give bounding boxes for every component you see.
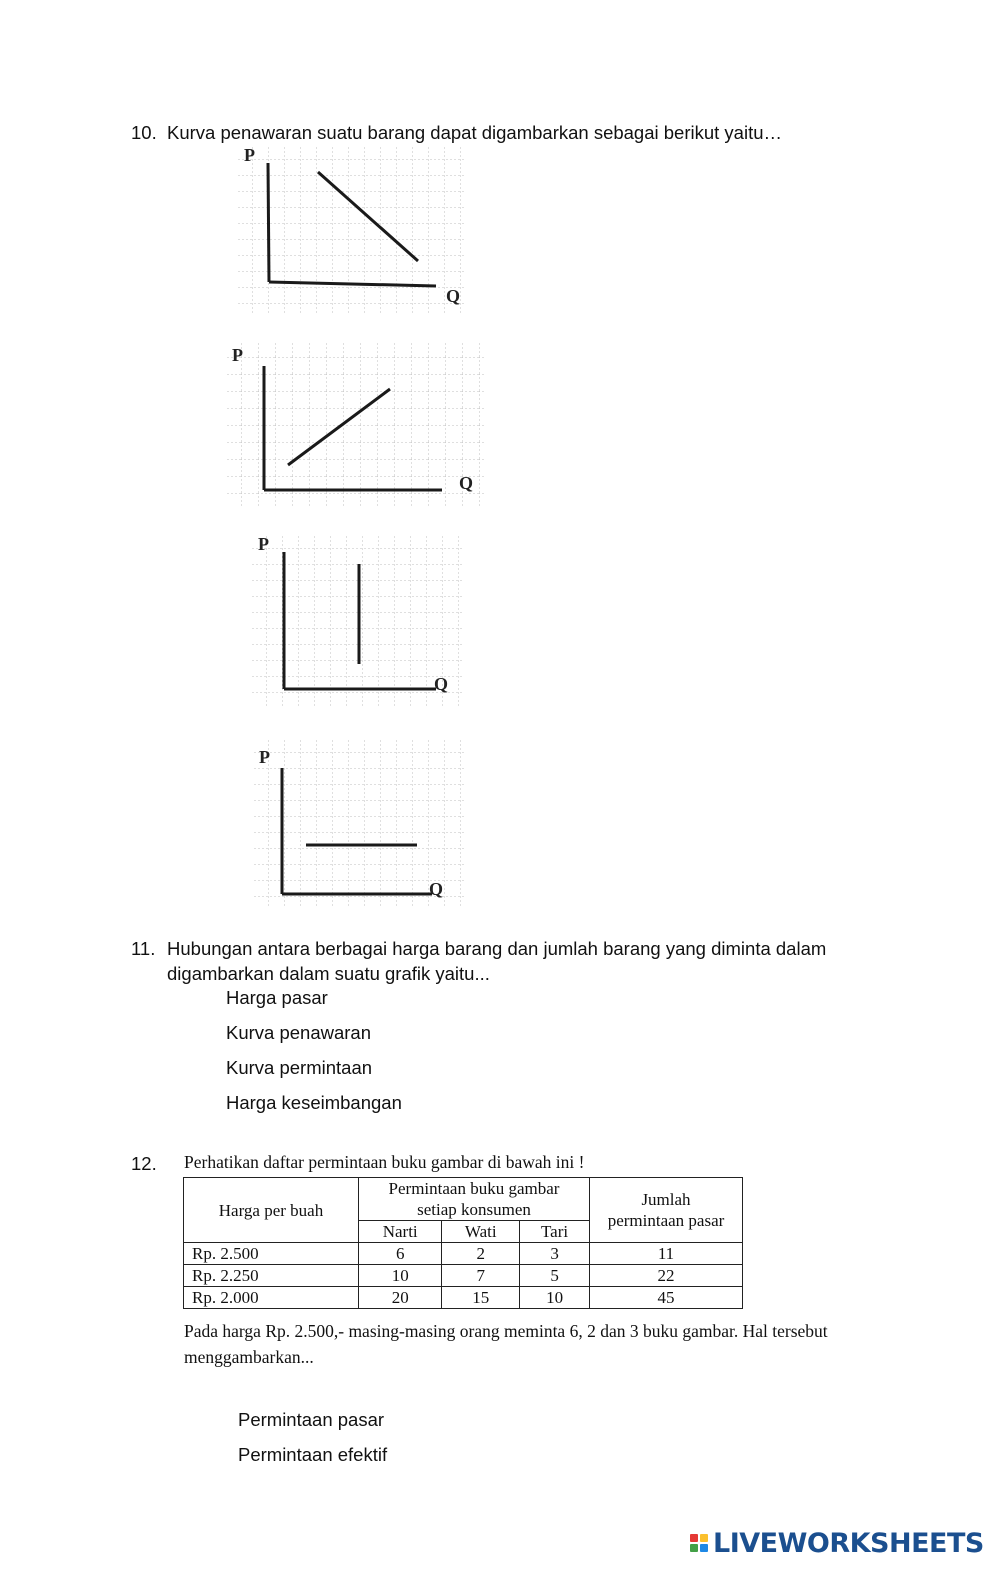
q12-number: 12. (131, 1153, 157, 1174)
graph-3-q-label: Q (434, 674, 449, 694)
row-price: Rp. 2.250 (184, 1265, 359, 1287)
graph-2-q-label: Q (459, 473, 474, 493)
graph-1-p-label: P (244, 145, 255, 165)
demand-table (183, 1177, 743, 1309)
q12-option-2[interactable]: Permintaan efektif (238, 1444, 388, 1465)
q12-option-1[interactable]: Permintaan pasar (238, 1409, 385, 1430)
graph-4-q-label: Q (429, 879, 444, 899)
q11-text-line1: Hubungan antara berbagai harga barang dan jumlah barang yang diminta dalam (167, 938, 827, 959)
q12-intro: Perhatikan daftar permintaan buku gambar di bawah ini ! (184, 1152, 585, 1172)
q11-option-2[interactable]: Kurva penawaran (226, 1022, 372, 1043)
q10-text: Kurva penawaran suatu barang dapat digambarkan sebagai berikut yaitu… (167, 122, 783, 143)
col-header-total-line1: Jumlah (641, 1190, 691, 1209)
q11-option-3[interactable]: Kurva permintaan (226, 1057, 373, 1078)
row-value: 3 (520, 1243, 590, 1265)
col-header-total-line2: permintaan pasar (607, 1211, 725, 1230)
col-header-tari: Tari (520, 1221, 590, 1243)
table-row (184, 1243, 743, 1265)
col-header-price: Harga per buah (184, 1178, 359, 1243)
col-header-consumers-line1: Permintaan buku gambar (388, 1179, 560, 1198)
row-value: 2 (442, 1243, 520, 1265)
graph-1-grid (238, 145, 466, 313)
row-price: Rp. 2.500 (184, 1243, 359, 1265)
liveworksheets-logo (690, 1527, 990, 1559)
row-total: 22 (590, 1265, 743, 1287)
graph-1-svg (236, 143, 468, 315)
logo-square-blue (700, 1544, 708, 1552)
graph-option-4[interactable] (252, 736, 466, 910)
graph-3-svg (250, 532, 464, 708)
q11-option-1[interactable]: Harga pasar (226, 987, 328, 1008)
graph-1-q-label: Q (446, 286, 461, 306)
graph-2-svg (224, 340, 486, 508)
logo-square-green (690, 1544, 698, 1552)
row-value: 7 (442, 1265, 520, 1287)
col-header-wati: Wati (442, 1221, 520, 1243)
row-total: 11 (590, 1243, 743, 1265)
table-row (184, 1265, 743, 1287)
q11-text-line2: digambarkan dalam suatu grafik yaitu... (167, 963, 490, 984)
graph-4-p-label: P (259, 747, 270, 767)
q12-caption-line2: menggambarkan... (184, 1347, 314, 1367)
col-header-total (590, 1178, 743, 1243)
row-price: Rp. 2.000 (184, 1287, 359, 1309)
logo-mark-icon (690, 1534, 708, 1552)
graph-option-3[interactable] (250, 532, 464, 708)
row-value: 6 (359, 1243, 442, 1265)
row-total: 45 (590, 1287, 743, 1309)
col-header-narti: Narti (359, 1221, 442, 1243)
graph-option-2[interactable] (224, 340, 486, 508)
q10-number: 10. (131, 122, 157, 143)
logo-text: LIVEWORKSHEETS (713, 1527, 984, 1559)
row-value: 15 (442, 1287, 520, 1309)
row-value: 5 (520, 1265, 590, 1287)
graph-2-p-label: P (232, 345, 243, 365)
row-value: 10 (359, 1265, 442, 1287)
table-row (184, 1287, 743, 1309)
q11-number: 11. (131, 938, 156, 959)
graph-option-1[interactable] (236, 143, 468, 315)
q11-option-4[interactable]: Harga keseimbangan (226, 1092, 402, 1113)
row-value: 20 (359, 1287, 442, 1309)
col-header-consumers-line2: setiap konsumen (417, 1200, 531, 1219)
graph-1-p-axis (268, 163, 269, 282)
logo-square-yellow (700, 1534, 708, 1542)
graph-4-svg (252, 736, 466, 910)
logo-square-red (690, 1534, 698, 1542)
q12-caption-line1: Pada harga Rp. 2.500,- masing-masing orang meminta 6, 2 dan 3 buku gambar. Hal tersebut (184, 1321, 828, 1341)
col-header-consumers (359, 1178, 590, 1221)
row-value: 10 (520, 1287, 590, 1309)
graph-3-p-label: P (258, 534, 269, 554)
